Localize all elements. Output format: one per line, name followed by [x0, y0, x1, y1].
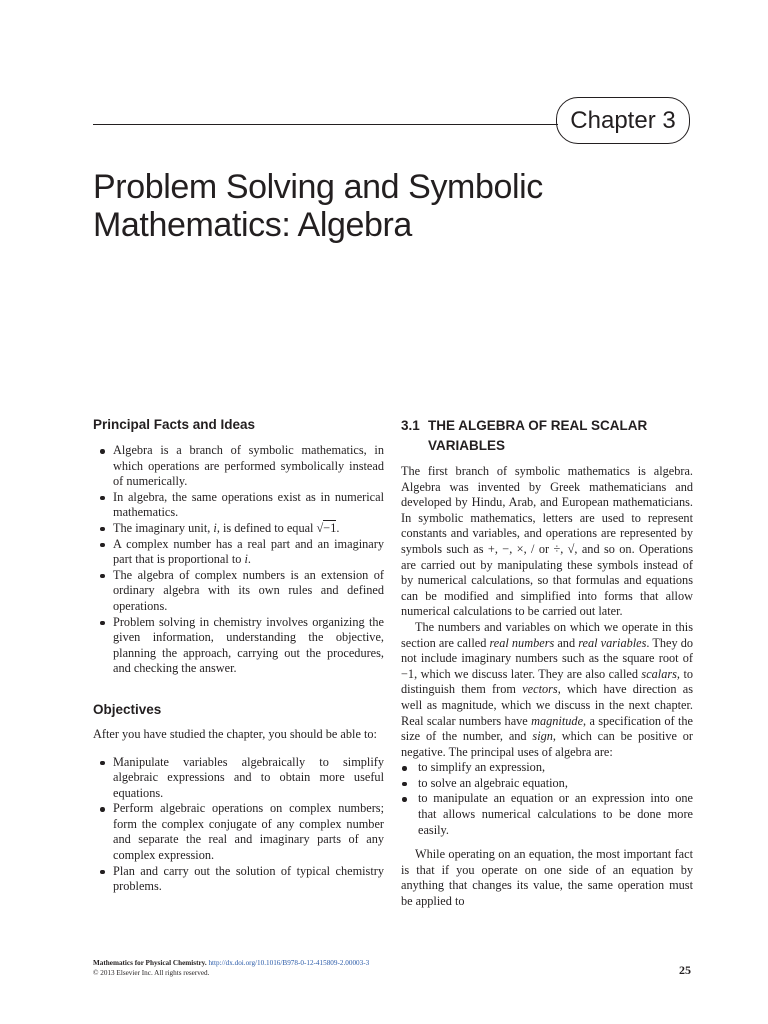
copyright-notice: © 2013 Elsevier Inc. All rights reserved.	[93, 969, 210, 977]
chapter-label: Chapter 3	[556, 97, 690, 144]
principal-item: In algebra, the same operations exist as in numerical mathematics.	[93, 490, 384, 521]
sqrt-symbol: √	[316, 520, 324, 535]
principal-item: Algebra is a branch of symbolic mathematics, in which operations are performed symbolically instead of numerically.	[93, 443, 384, 490]
section-paragraph-2: The numbers and variables on which we operate in this section are called real numbers and real variables. They do not include imaginary numbers such as the square root of −1, which we discuss later. They are also called scalars, to distinguish them from vectors, which have direction as well as magnitude, which we discuss in the next chapter. Real scalar numbers have magnitude, a specification of the size of the number, and sign, which can be positive or negative. The principal uses of algebra are:	[401, 619, 694, 759]
principal-item: Problem solving in chemistry involves organizing the given information, understanding the objective, planning the approach, carrying out the procedures, and checking the answer.	[93, 615, 384, 677]
book-title: Mathematics for Physical Chemistry.	[93, 959, 207, 967]
algebra-uses-list	[401, 760, 693, 838]
objectives-intro: After you have studied the chapter, you should be able to:	[93, 726, 377, 741]
principal-item: A complex number has a real part and an imaginary part that is proportional to i.	[93, 537, 384, 568]
algebra-use-item: to solve an algebraic equation,	[401, 776, 693, 792]
objectives-list	[93, 755, 384, 895]
section-title: THE ALGEBRA OF REAL SCALAR VARIABLES	[428, 418, 648, 453]
left-column	[93, 416, 384, 895]
principal-item: The algebra of complex numbers is an extension of ordinary algebra with its own rules and defined operations.	[93, 568, 384, 615]
objective-item: Plan and carry out the solution of typical chemistry problems.	[93, 864, 384, 895]
principal-list	[93, 443, 384, 677]
page-number: 25	[679, 963, 691, 977]
section-number: 3.1	[401, 418, 420, 433]
section-paragraph-1: The first branch of symbolic mathematics is algebra. Algebra was invented by Greek mathematicians and developed by Hindu, Arab, and European mathematicians. In symbolic mathematics, letters are used to represent constants and variables, and operations are represented by symbols such as +, −, ×, / or ÷, √, and so on. Operations are carried out by manipulating these symbols instead of by numerical calculations, so that formulas and equations can be modified and simplified into forms that allow numerical calculations to be carried out later.	[401, 464, 693, 619]
objective-item: Perform algebraic operations on complex numbers; form the complex conjugate of any complex number and separate the real and imaginary parts of any complex expression.	[93, 801, 384, 863]
chapter-title	[93, 168, 713, 244]
algebra-use-item: to simplify an expression,	[401, 760, 693, 776]
title-line-1: Problem Solving and Symbolic	[93, 168, 543, 206]
doi-link[interactable]: http://dx.doi.org/10.1016/B978-0-12-415809-2.00003-3	[208, 959, 370, 967]
objective-item: Manipulate variables algebraically to simplify algebraic expressions and to obtain more useful equations.	[93, 755, 384, 802]
title-line-2: Mathematics: Algebra	[93, 206, 412, 244]
principal-item: The imaginary unit, i, is defined to equal √−1.	[93, 521, 384, 537]
principal-heading: Principal Facts and Ideas	[93, 417, 256, 432]
chapter-rule	[93, 124, 558, 125]
section-paragraph-3: While operating on an equation, the most important fact is that if you operate on one side of an equation by anything that changes its value, the same operation must be applied to	[401, 847, 693, 909]
objectives-heading: Objectives	[93, 701, 162, 717]
page-footer	[93, 958, 369, 978]
right-column	[401, 416, 693, 910]
algebra-use-item: to manipulate an equation or an expression into one that allows numerical calculations to be done more easily.	[401, 791, 693, 838]
section-heading	[401, 416, 693, 456]
